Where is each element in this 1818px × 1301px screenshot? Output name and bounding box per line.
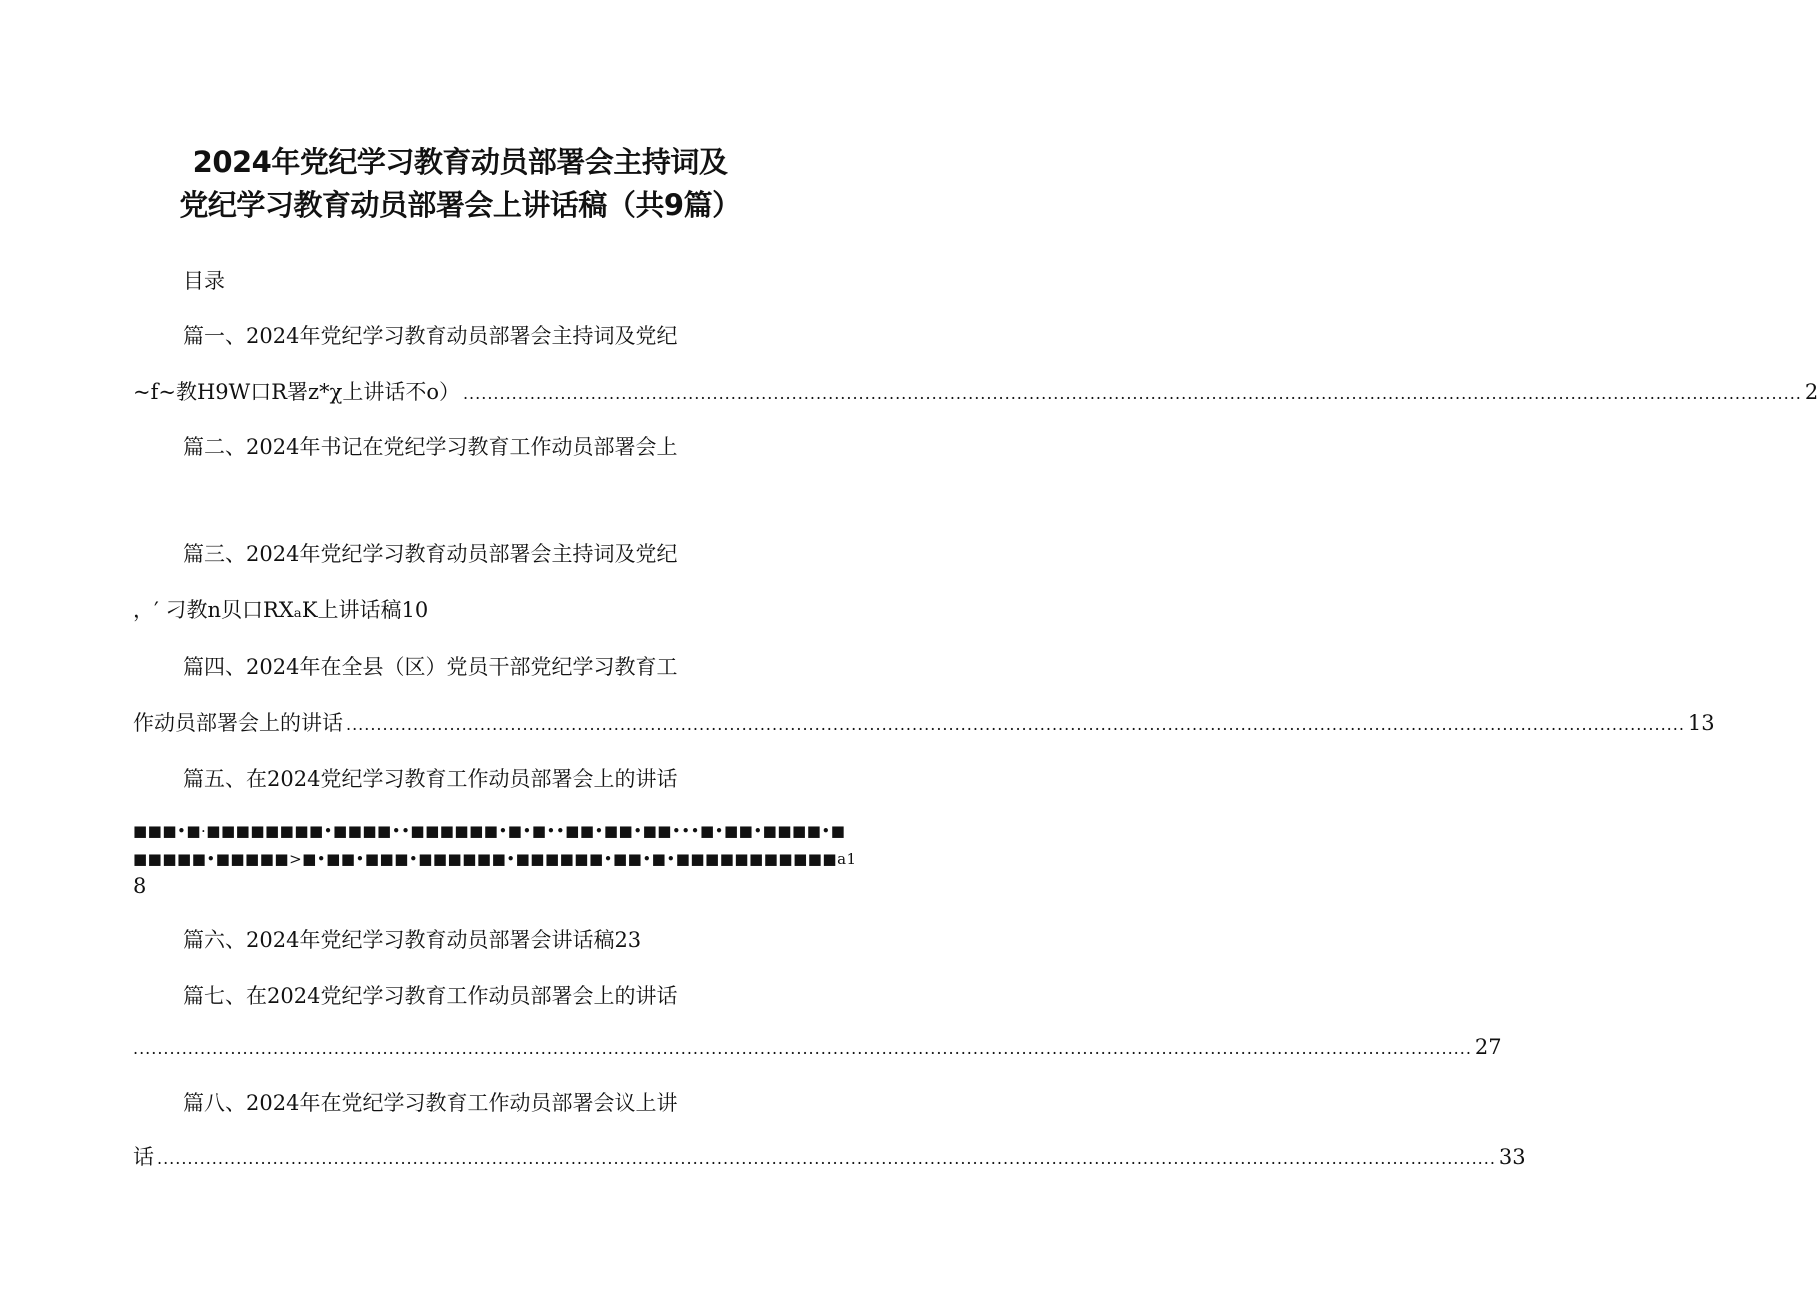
document-title-line2: 党纪学习教育动员部署会上讲话稿（共9篇） (179, 188, 741, 222)
toc-entry-7-title[interactable]: 篇七、在2024党纪学习教育工作动员部署会上的讲话 (183, 984, 678, 1008)
toc-entry-8-page: 33 (1498, 1145, 1526, 1169)
toc-entry-6-title[interactable]: 篇六、2024年党纪学习教育动员部署会讲话稿23 (183, 928, 642, 952)
toc-entry-1-continuation: ~f~教H9W口R署z*χ上讲话不o） (133, 380, 460, 404)
toc-entry-7-leader[interactable] (133, 1033, 1502, 1061)
toc-entry-4-continuation: 作动员部署会上的讲话 (133, 711, 343, 735)
toc-entry-4-page: 13 (1687, 711, 1715, 735)
toc-entry-7-page: 27 (1474, 1035, 1502, 1059)
document-title-line1: 2024年党纪学习教育动员部署会主持词及 (192, 145, 728, 179)
toc-entry-5-title[interactable]: 篇五、在2024党纪学习教育工作动员部署会上的讲话 (183, 767, 678, 791)
toc-entry-4-leader[interactable] (133, 709, 1715, 737)
dot-leader: ............................................................................................................................................................................................................................ (346, 715, 1685, 734)
toc-entry-2-title[interactable]: 篇二、2024年书记在党纪学习教育工作动员部署会上 (183, 435, 678, 459)
toc-heading: 目录 (183, 269, 225, 293)
dot-leader: ............................................................................................................................................................................................................................ (462, 384, 1802, 403)
dot-leader: ............................................................................................................................................................................................................................ (133, 1039, 1472, 1058)
toc-entry-8-leader[interactable] (133, 1143, 1526, 1171)
toc-entry-1-title[interactable]: 篇一、2024年党纪学习教育动员部署会主持词及党纪 (183, 324, 678, 348)
toc-entry-8-continuation: 话 (133, 1145, 154, 1169)
dot-leader: ............................................................................................................................................................................................................................ (157, 1149, 1496, 1168)
toc-entry-3-continuation[interactable]: ，′ 刁教n贝口RXₐK上讲话稿10 (133, 598, 429, 622)
toc-entry-3-title[interactable]: 篇三、2024年党纪学习教育动员部署会主持词及党纪 (183, 542, 678, 566)
toc-entry-4-title[interactable]: 篇四、2024年在全县（区）党员干部党纪学习教育工 (183, 655, 678, 679)
toc-entry-8-title[interactable]: 篇八、2024年在党纪学习教育工作动员部署会议上讲 (183, 1091, 678, 1115)
toc-entry-5-garbled-line1: ■■■•■·■■■■■■■■•■■■■••■■■■■■•■•■••■■•■■•■■•••■•■■•■■■■•■ (133, 822, 846, 840)
toc-entry-5-garbled-line2: ■■■■■•■■■■■>■•■■•■■■•■■■■■■•■■■■■■•■■•■•■■■■■■■■■■■a1 (133, 850, 857, 868)
toc-entry-5-page: 8 (133, 874, 147, 898)
toc-entry-1-page: 2 (1804, 380, 1818, 404)
toc-entry-1-leader[interactable] (133, 378, 1818, 406)
